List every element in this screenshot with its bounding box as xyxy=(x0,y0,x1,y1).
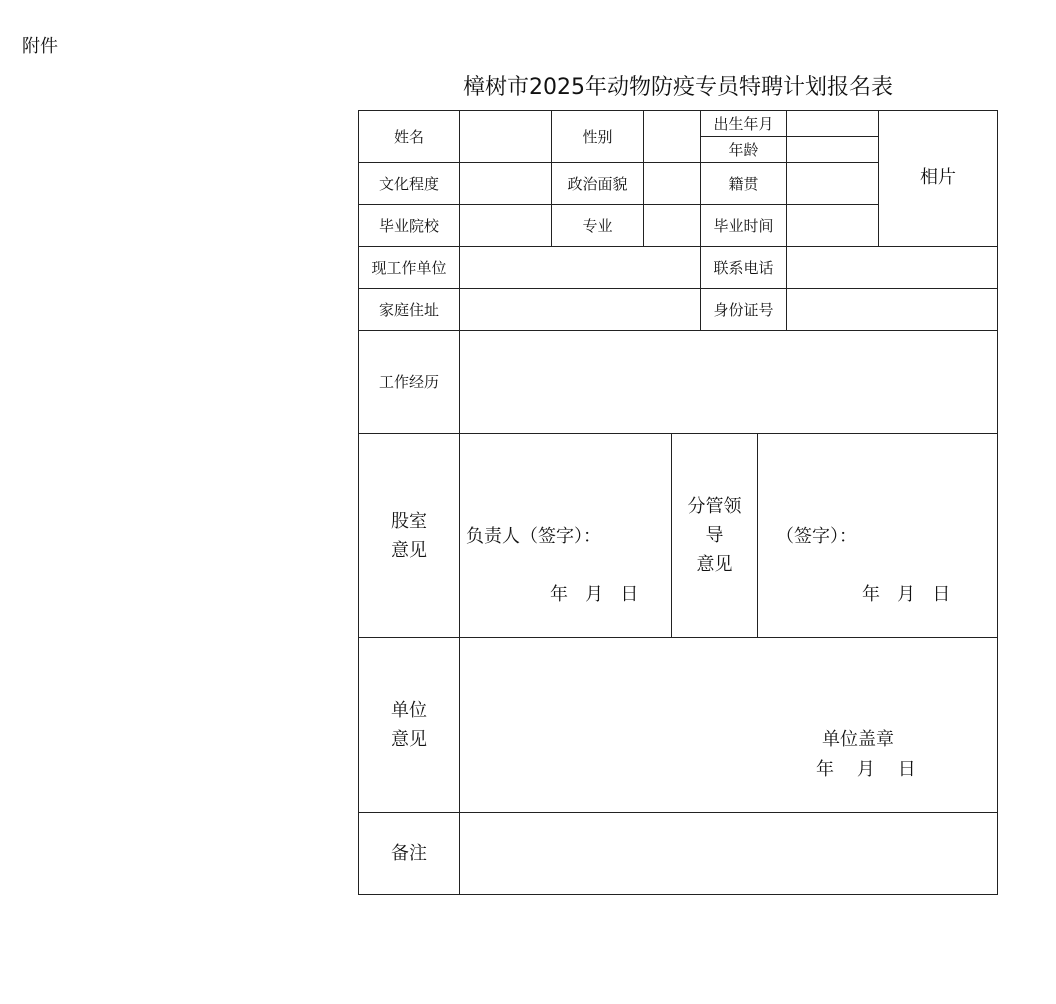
label-gender: 性别 xyxy=(582,127,613,146)
grid-line xyxy=(459,110,460,895)
label-photo: 相片 xyxy=(920,167,956,188)
leader-date: 年 月 日 xyxy=(862,584,951,605)
label-birth: 出生年月 xyxy=(713,114,774,133)
grid-line xyxy=(757,433,758,637)
unit-seal: 单位盖章 xyxy=(822,729,894,750)
grid-line xyxy=(786,110,787,330)
label-native-place: 籍贯 xyxy=(728,174,759,193)
label-name: 姓名 xyxy=(393,127,424,146)
label-age: 年龄 xyxy=(728,140,759,159)
label-unit-opinion: 单位 意见 xyxy=(391,700,427,750)
form-title: 樟树市2025年动物防疫专员特聘计划报名表 xyxy=(463,75,893,100)
label-leader-opinion: 分管领 导 意见 xyxy=(687,496,742,575)
label-education: 文化程度 xyxy=(378,174,439,193)
label-grad-time: 毕业时间 xyxy=(713,216,774,235)
label-id-number: 身份证号 xyxy=(713,300,774,319)
label-address: 家庭住址 xyxy=(378,300,439,319)
unit-date: 年 月 日 xyxy=(816,759,916,780)
attachment-label: 附件 xyxy=(22,36,58,57)
section-signer: 负责人（签字）： xyxy=(466,526,601,547)
label-section-opinion: 股室 意见 xyxy=(391,510,427,561)
label-remarks: 备注 xyxy=(391,843,427,864)
grid-line xyxy=(643,110,644,246)
label-work-unit: 现工作单位 xyxy=(371,258,447,277)
label-political: 政治面貌 xyxy=(567,174,628,193)
leader-signer: （签字）： xyxy=(776,526,857,547)
label-phone: 联系电话 xyxy=(713,258,774,277)
section-date: 年 月 日 xyxy=(550,584,639,605)
label-work-history: 工作经历 xyxy=(378,373,439,391)
label-school: 毕业院校 xyxy=(378,216,439,235)
label-major: 专业 xyxy=(582,216,613,235)
